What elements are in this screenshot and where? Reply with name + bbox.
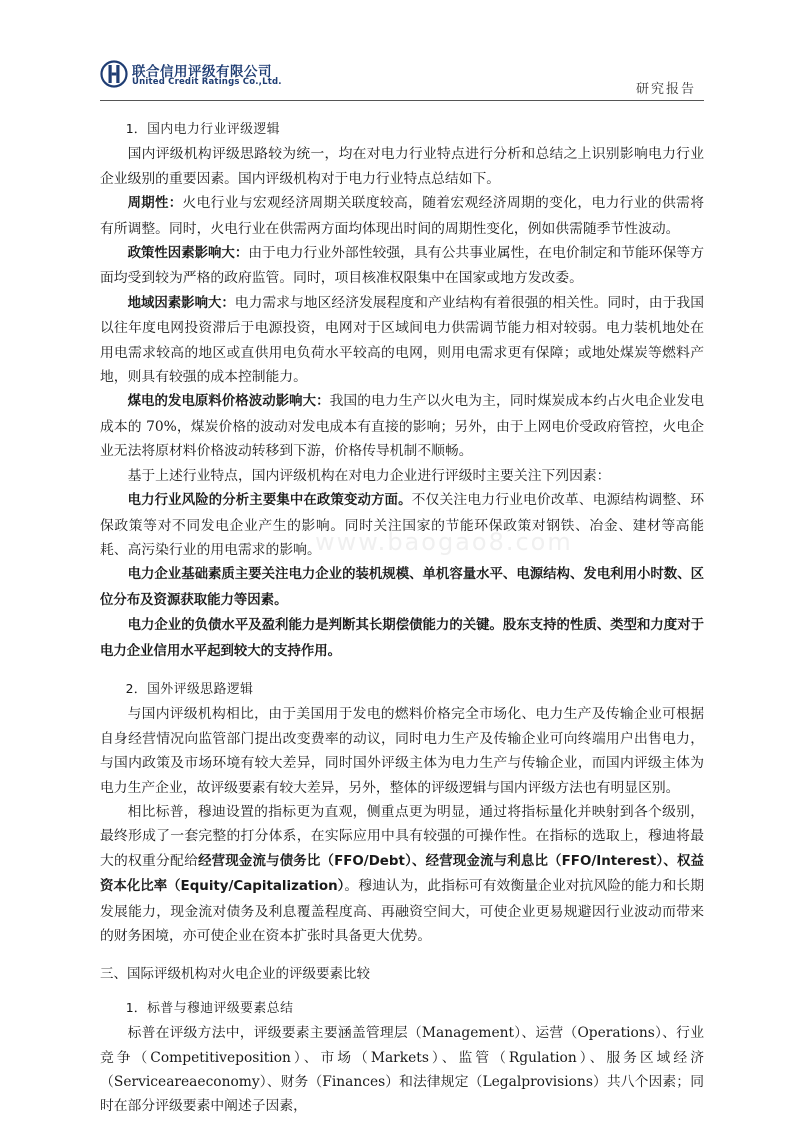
emphasis-debt-profit: 电力企业的负债水平及盈利能力是判断其长期偿债能力的关键。股东支持的性质、类型和力度对于电力企业信用水平起到较大的支持作用。 [100,618,704,659]
paragraph: 标普在评级方法中，评级要素主要涵盖管理层（Management）、运营（Operations）、行业竞争（Competitiveposition）、市场（Markets）、监管（Rgulation）、服务区域经济（Serviceareaeconomy）、财务（Finances）和法律规定（Legalprovisions）共八个因素；同时在部分评级要素中阐述子因素， [100,1025,704,1115]
company-name-en: United Credit Ratings Co.,Ltd. [132,77,282,87]
watermark: www.baogao8.com [315,528,573,556]
paragraph-debt-profit [100,613,704,664]
page-header [100,58,704,101]
paragraph-basic-quality [100,562,704,613]
section-heading-domestic-logic: 1．国内电力行业评级逻辑 [125,122,281,137]
emphasis-basic-quality: 电力企业基础素质主要关注电力企业的装机规模、单机容量水平、电源结构、发电利用小时数、区位分布及资源获取能力等因素。 [100,567,704,608]
emphasis-moodys-metrics: 经营现金流与债务比（FFO/Debt）、经营现金流与利息比（FFO/Interest）、权益资本化比率（Equity/Capitalization） [100,853,704,895]
paragraph-moodys: 相比标普，穆迪设置的指标更为直观，侧重点更为明显，通过将指标量化并映射到各个级别，最终形成了一套完整的打分体系，在实际应用中具有较强的可操作性。在指标的选取上，穆迪将最大的权重分配给经营现金流与债务比（FFO/Debt）、经营现金流与利息比（FFO/Interest）、权益资本化比率（Equity/Capitalization）。穆迪认为，此指标可有效衡量企业对抗风险的能力和长期发展能力，现金流对债务及利息覆盖程度高、再融资空间大，可使企业更易规避因行业波动而带来的财务困境，亦可使企业在资本扩张时具备更大优势。 [100,803,704,944]
paragraph: 国内评级机构评级思路较为统一，均在对电力行业特点进行分析和总结之上识别影响电力行业企业级别的重要因素。国内评级机构对于电力行业特点总结如下。 [100,146,704,187]
section-heading-sp-moodys-summary: 1．标普与穆迪评级要素总结 [125,1000,294,1016]
chapter-heading-international-comparison: 三、国际评级机构对火电企业的评级要素比较 [100,966,370,983]
emphasis-policy-risk: 电力行业风险的分析主要集中在政策变动方面。 [127,493,412,509]
term-region: 地域因素影响大： [127,295,235,311]
term-cyclicality: 周期性： [127,196,183,212]
paragraph: 基于上述行业特点，国内评级机构在对电力企业进行评级时主要关注下列因素： [127,467,611,484]
term-coal-price: 煤电的发电原料价格波动影响大： [127,394,330,410]
paragraph: 与国内评级机构相比，由于美国用于发电的燃料价格完全市场化、电力生产及传输企业可根据自身经营情况向监管部门提出改变费率的动议，同时电力生产及传输企业可向终端用户出售电力，与国内政策及市场环境有较大差异，同时国外评级主体为电力生产与传输企业，而国内评级主体为电力生产企业，故评级要素有较大差异，另外，整体的评级逻辑与国内评级方法也有明显区别。 [100,706,704,796]
term-policy: 政策性因素影响大： [127,246,249,262]
document-type-label: 研究报告 [635,82,696,97]
paragraph-policy: 政策性因素影响大：由于电力行业外部性较强，具有公共事业属性，在电价制定和节能环保等方面均受到较为严格的政府监管。同时，项目核准权限集中在国家或地方发改委。 [100,245,705,287]
paragraph-policy-risk: 电力行业风险的分析主要集中在政策变动方面。不仅关注电力行业电价改革、电源结构调整、环保政策等对不同发电企业产生的影响。同时关注国家的节能环保政策对钢铁、冶金、建材等高能耗、高污染行业的用电需求的影响。 [100,492,705,558]
company-logo-icon [100,60,128,88]
paragraph-coal-price: 煤电的发电原料价格波动影响大：我国的电力生产以火电为主，同时煤炭成本约占火电企业发电成本的 70%，煤炭价格的波动对发电成本有直接的影响；另外，由于上网电价受政府管控，火电企业无法将原材料价格波动转移到下游，价格传导机制不顺畅。 [100,393,704,460]
paragraph-cyclicality: 周期性：火电行业与宏观经济周期关联度较高，随着宏观经济周期的变化，电力行业的供需将有所调整。同时，火电行业在供需两方面均体现出时间的周期性变化，例如供需随季节性波动。 [100,195,705,237]
section-heading-foreign-logic: 2．国外评级思路逻辑 [125,681,254,697]
company-name-cn: 联合信用评级有限公司 [132,64,272,80]
document-body [100,118,704,1119]
paragraph-region: 地域因素影响大：电力需求与地区经济发展程度和产业结构有着很强的相关性。同时，由于我国以往年度电网投资滞后于电源投资，电网对于区域间电力供需调节能力相对较弱。电力装机地处在用电需求较高的地区或直供用电负荷水平较高的电网，则用电需求更有保障；或地处煤炭等燃料产地，则具有较强的成本控制能力。 [100,294,705,386]
